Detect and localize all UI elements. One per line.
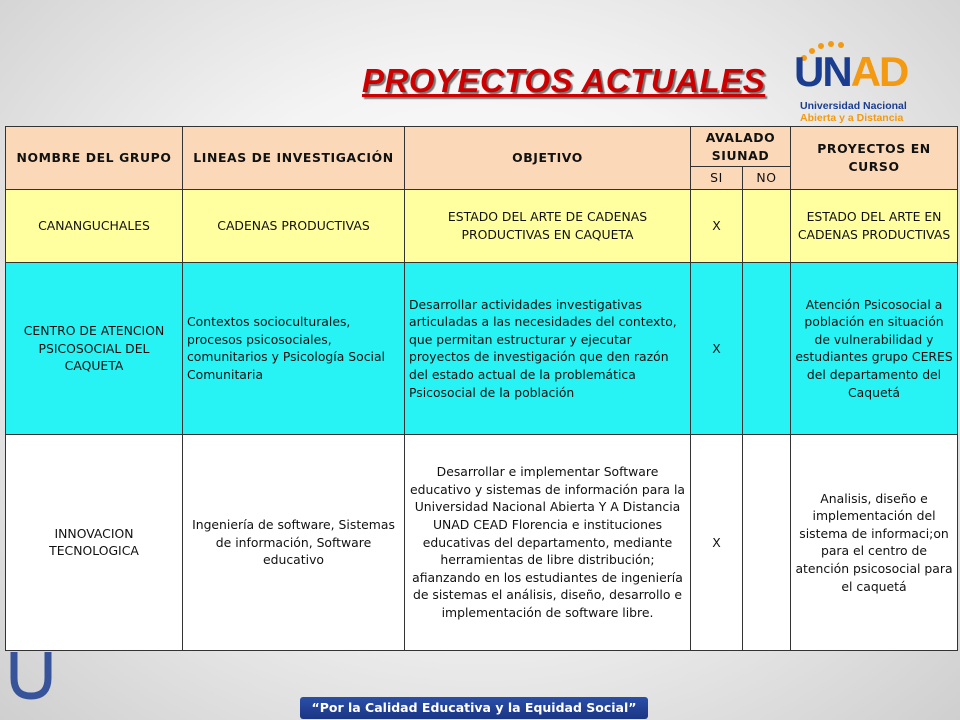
header-proyectos: PROYECTOS EN CURSO: [791, 127, 958, 190]
logo-university-name: Universidad Nacional: [800, 100, 907, 112]
cell-no: [743, 434, 791, 650]
footer-slogan: “Por la Calidad Educativa y la Equidad Social”: [300, 697, 648, 719]
unad-u-mark-icon: [8, 652, 54, 702]
cell-lineas: Ingeniería de software, Sistemas de información, Software educativo: [183, 434, 405, 650]
table-row: [6, 189, 958, 262]
logo-university-subtitle: Abierta y a Distancia: [800, 112, 904, 124]
logo-wordmark: UNAD: [794, 48, 908, 95]
cell-grupo: CANANGUCHALES: [6, 189, 183, 262]
cell-si: X: [691, 189, 743, 262]
unad-logo: [794, 40, 934, 130]
cell-lineas: Contextos socioculturales, procesos psicosociales, comunitarios y Psicología Social Comunitaria: [183, 262, 405, 434]
table-header-row: [6, 127, 958, 167]
cell-si: X: [691, 434, 743, 650]
header-lineas: LINEAS DE INVESTIGACIÓN: [183, 127, 405, 190]
cell-proyectos: Atención Psicosocial a población en situación de vulnerabilidad y estudiantes grupo CERES del departamento del Caquetá: [791, 262, 958, 434]
cell-grupo: CENTRO DE ATENCION PSICOSOCIAL DEL CAQUETA: [6, 262, 183, 434]
cell-proyectos: ESTADO DEL ARTE EN CADENAS PRODUCTIVAS: [791, 189, 958, 262]
cell-no: [743, 262, 791, 434]
table-row: [6, 262, 958, 434]
header-si: SI: [691, 167, 743, 190]
cell-lineas: CADENAS PRODUCTIVAS: [183, 189, 405, 262]
cell-si: X: [691, 262, 743, 434]
header-no: NO: [743, 167, 791, 190]
table-row: [6, 434, 958, 650]
header-objetivo: OBJETIVO: [405, 127, 691, 190]
header-avalado: AVALADO SIUNAD: [691, 127, 791, 167]
cell-no: [743, 189, 791, 262]
cell-objetivo: Desarrollar e implementar Software educativo y sistemas de información para la Universidad Nacional Abierta Y A Distancia UNAD CEAD Florencia e instituciones educativas del departamento, mediante herramientas de libre distribución; afianzando en los estudiantes de ingeniería de sistemas el análisis, diseño, desarrollo e implementación de software libre.: [405, 434, 691, 650]
page-title: PROYECTOS ACTUALES: [362, 62, 766, 99]
projects-table: [5, 126, 958, 651]
cell-proyectos: Analisis, diseño e implementación del sistema de informaci;on para el centro de atención psicosocial para el caquetá: [791, 434, 958, 650]
header-grupo: NOMBRE DEL GRUPO: [6, 127, 183, 190]
cell-grupo: INNOVACION TECNOLOGICA: [6, 434, 183, 650]
cell-objetivo: ESTADO DEL ARTE DE CADENAS PRODUCTIVAS EN CAQUETA: [405, 189, 691, 262]
cell-objetivo: Desarrollar actividades investigativas articuladas a las necesidades del contexto, que permitan estructurar y ejecutar proyectos de investigación que den razón del estado actual de la problemática Psicosocial de la población: [405, 262, 691, 434]
